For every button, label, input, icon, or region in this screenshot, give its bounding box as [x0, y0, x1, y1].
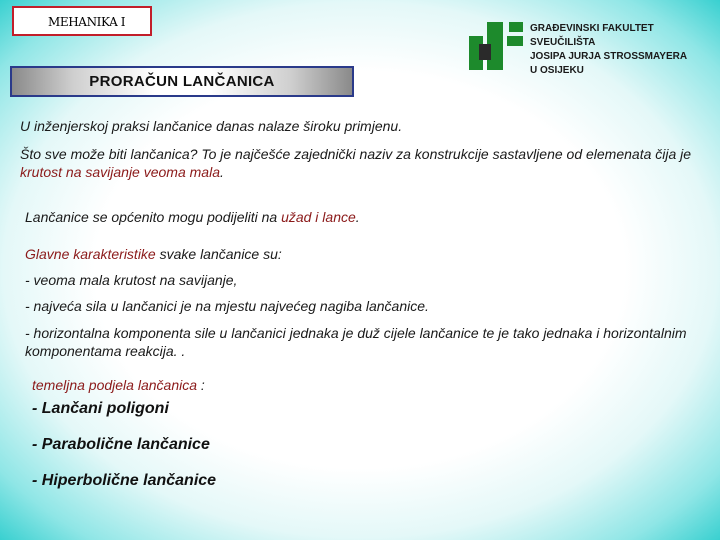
course-label-box [12, 6, 152, 36]
course-label: MEHANIKA I [48, 15, 126, 29]
faculty-name-line: JOSIPA JURJA STROSSMAYERA [530, 51, 688, 62]
definition-end: . [220, 164, 224, 180]
classification-item: - Hiperbolične lančanice [32, 472, 217, 489]
division-text: Lančanice se općenito mogu podijeliti na [25, 209, 278, 225]
faculty-name-line: SVEUČILIŠTA [530, 37, 596, 48]
paragraph-characteristics [25, 245, 705, 263]
slide-title: PRORAČUN LANČANICA [89, 73, 275, 90]
paragraph-intro [20, 117, 710, 135]
characteristic-item: - horizontalna komponenta sile u lančanici jednaka je duž cijele lančanice te je tako jednaka i horizontalnim komponentama reakcija. . [25, 325, 687, 359]
slide-title-box [10, 66, 354, 97]
paragraph-definition [20, 145, 700, 181]
classification-item: - Parabolične lančanice [32, 436, 210, 453]
division-end: . [355, 209, 360, 225]
characteristic-item: - veoma mala krutost na savijanje, [25, 272, 238, 288]
characteristics-highlight: Glavne karakteristike [25, 246, 156, 262]
faculty-name-line: GRAĐEVINSKI FAKULTET [530, 23, 654, 34]
characteristic-item: - najveća sila u lančanici je na mjestu najvećeg nagiba lančanice. [25, 298, 429, 314]
faculty-name-line: U OSIJEKU [530, 65, 584, 76]
definition-text: Što sve može biti lančanica? To je najčešće zajednički naziv za konstrukcije sastavljene od elemenata čija je [20, 146, 692, 162]
gf-faculty-logo-icon [469, 22, 523, 70]
classification-label: temeljna podjela lančanica [32, 377, 197, 393]
classification-colon: : [200, 377, 205, 393]
paragraph-intro-text: U inženjerskoj praksi lančanice danas nalaze široku primjenu. [20, 118, 403, 134]
paragraph-division [25, 208, 705, 226]
classification-heading [32, 376, 432, 394]
division-highlight: užad i lance [281, 209, 356, 225]
faculty-name [530, 22, 718, 78]
definition-highlight: krutost na savijanje veoma mala [20, 164, 220, 180]
characteristics-text: svake lančanice su: [159, 246, 282, 262]
classification-item: - Lančani poligoni [32, 400, 169, 417]
